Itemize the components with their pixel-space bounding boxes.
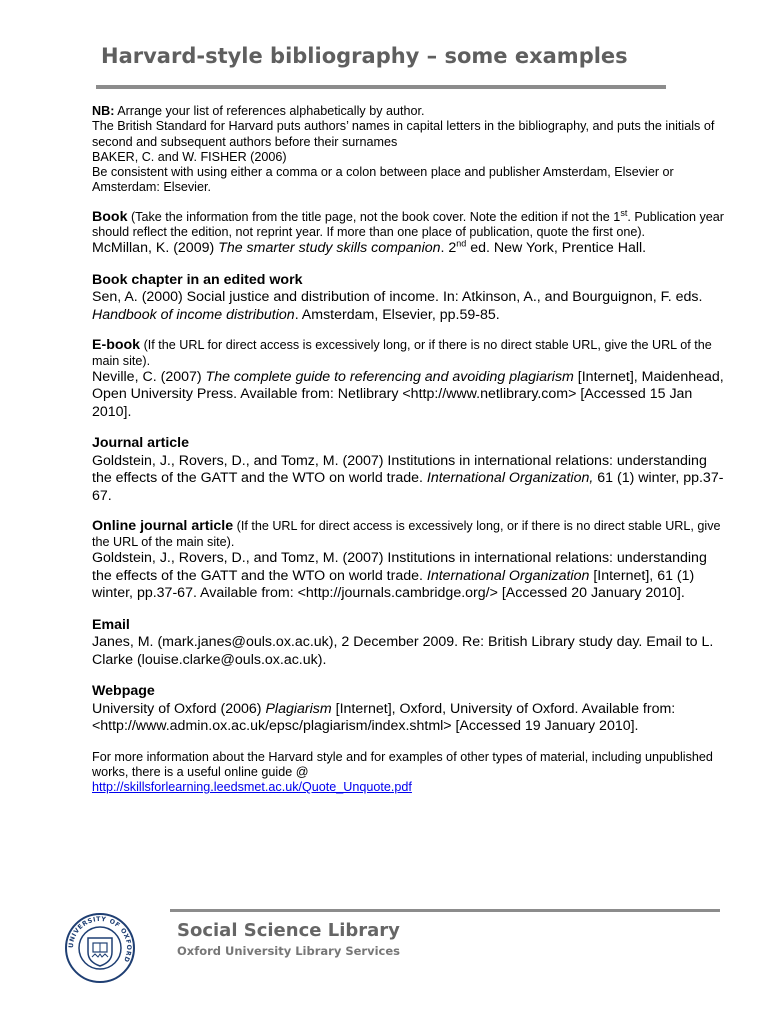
online-journal-section <box>92 519 728 602</box>
book-note: Book (Take the information from the title page, not the book cover. Note the edition if not the 1st. Publication year should reflect the edition, not reprint year. If more than one place of publication, quote the first one). <box>92 207 724 240</box>
bibliography-content <box>92 104 728 795</box>
ebook-reference: Neville, C. (2007) The complete guide to referencing and avoiding plagiarism [Internet], Maidenhead, Open University Press. Available from: Netlibrary <http://www.netlibrary.com> [Accessed 15 Jan 2010]. <box>92 368 724 420</box>
library-services-name: Oxford University Library Services <box>177 944 400 958</box>
email-heading: Email <box>92 616 130 633</box>
webpage-heading: Webpage <box>92 683 155 700</box>
journal-heading: Journal article <box>92 435 189 452</box>
nb-text: Arrange your list of references alphabetically by author. <box>114 104 425 118</box>
footer-divider <box>170 909 720 912</box>
ebook-note: E-book (If the URL for direct access is excessively long, or if there is no direct stable URL, give the URL of the main site). <box>92 337 712 368</box>
nb-example: BAKER, C. and W. FISHER (2006) <box>92 149 287 164</box>
online-journal-note: Online journal article (If the URL for direct access is excessively long, or if there is no direct stable URL, give the URL of the main site). <box>92 518 721 549</box>
nb-capitals-note: The British Standard for Harvard puts authors’ names in capital letters in the bibliography, and puts the initials of second and subsequent authors before their surnames <box>92 119 715 149</box>
more-info-section <box>92 750 728 796</box>
online-journal-heading: Online journal article <box>92 518 234 535</box>
webpage-section <box>92 683 728 736</box>
ebook-section <box>92 338 728 421</box>
journal-reference: Goldstein, J., Rovers, D., and Tomz, M. (2007) Institutions in international relations: understanding the effects of the GATT and the WTO on world trade. International Organization, 61 (1) winter, pp.37-67. <box>92 452 724 504</box>
nb-label: NB: <box>92 104 115 118</box>
nb-paragraph <box>92 104 728 119</box>
book-reference: McMillan, K. (2009) The smarter study skills companion. 2nd ed. New York, Prentice Hall. <box>92 238 647 257</box>
nb-section <box>92 104 728 196</box>
book-section <box>92 207 728 258</box>
email-section <box>92 617 728 670</box>
chapter-section <box>92 272 728 325</box>
chapter-reference: Sen, A. (2000) Social justice and distribution of income. In: Atkinson, A., and Bourguignon, F. eds. Handbook of income distribution. Amsterdam, Elsevier, pp.59-85. <box>92 289 703 323</box>
page-title: Harvard-style bibliography – some examples <box>101 44 628 68</box>
nb-punctuation-note: Be consistent with using either a comma or a colon between place and publisher Amsterdam, Elsevier or Amsterdam: Elsevier. <box>92 165 674 195</box>
more-info-text: For more information about the Harvard style and for examples of other types of material, including unpublished works, there is a useful online guide @ <box>92 749 713 779</box>
online-journal-reference: Goldstein, J., Rovers, D., and Tomz, M. (2007) Institutions in international relations: understanding the effects of the GATT and the WTO on world trade. International Organization [Internet], 61 (1) winter, pp.37-67. Available from: <http://journals.cambridge.org/> [Accessed 20 January 2010]. <box>92 550 707 602</box>
journal-section <box>92 435 728 505</box>
seal-text: UNIVERSITY OF OXFORD <box>67 915 133 964</box>
chapter-heading: Book chapter in an edited work <box>92 271 303 288</box>
guide-link[interactable]: http://skillsforlearning.leedsmet.ac.uk/Quote_Unquote.pdf <box>92 780 412 795</box>
webpage-reference: University of Oxford (2006) Plagiarism [Internet], Oxford, University of Oxford. Available from: <http://www.admin.ox.ac.uk/epsc/plagiarism/index.shtml> [Accessed 19 January 2010]. <box>92 700 676 735</box>
ebook-heading: E-book <box>92 337 141 354</box>
email-reference: Janes, M. (mark.janes@ouls.ox.ac.uk), 2 December 2009. Re: British Library study day. Email to L. Clarke (louise.clarke@ouls.ox.ac.uk). <box>92 634 714 668</box>
library-name: Social Science Library <box>177 920 400 941</box>
oxford-seal-logo <box>64 912 136 984</box>
book-heading: Book <box>92 208 128 225</box>
title-divider <box>96 85 666 89</box>
